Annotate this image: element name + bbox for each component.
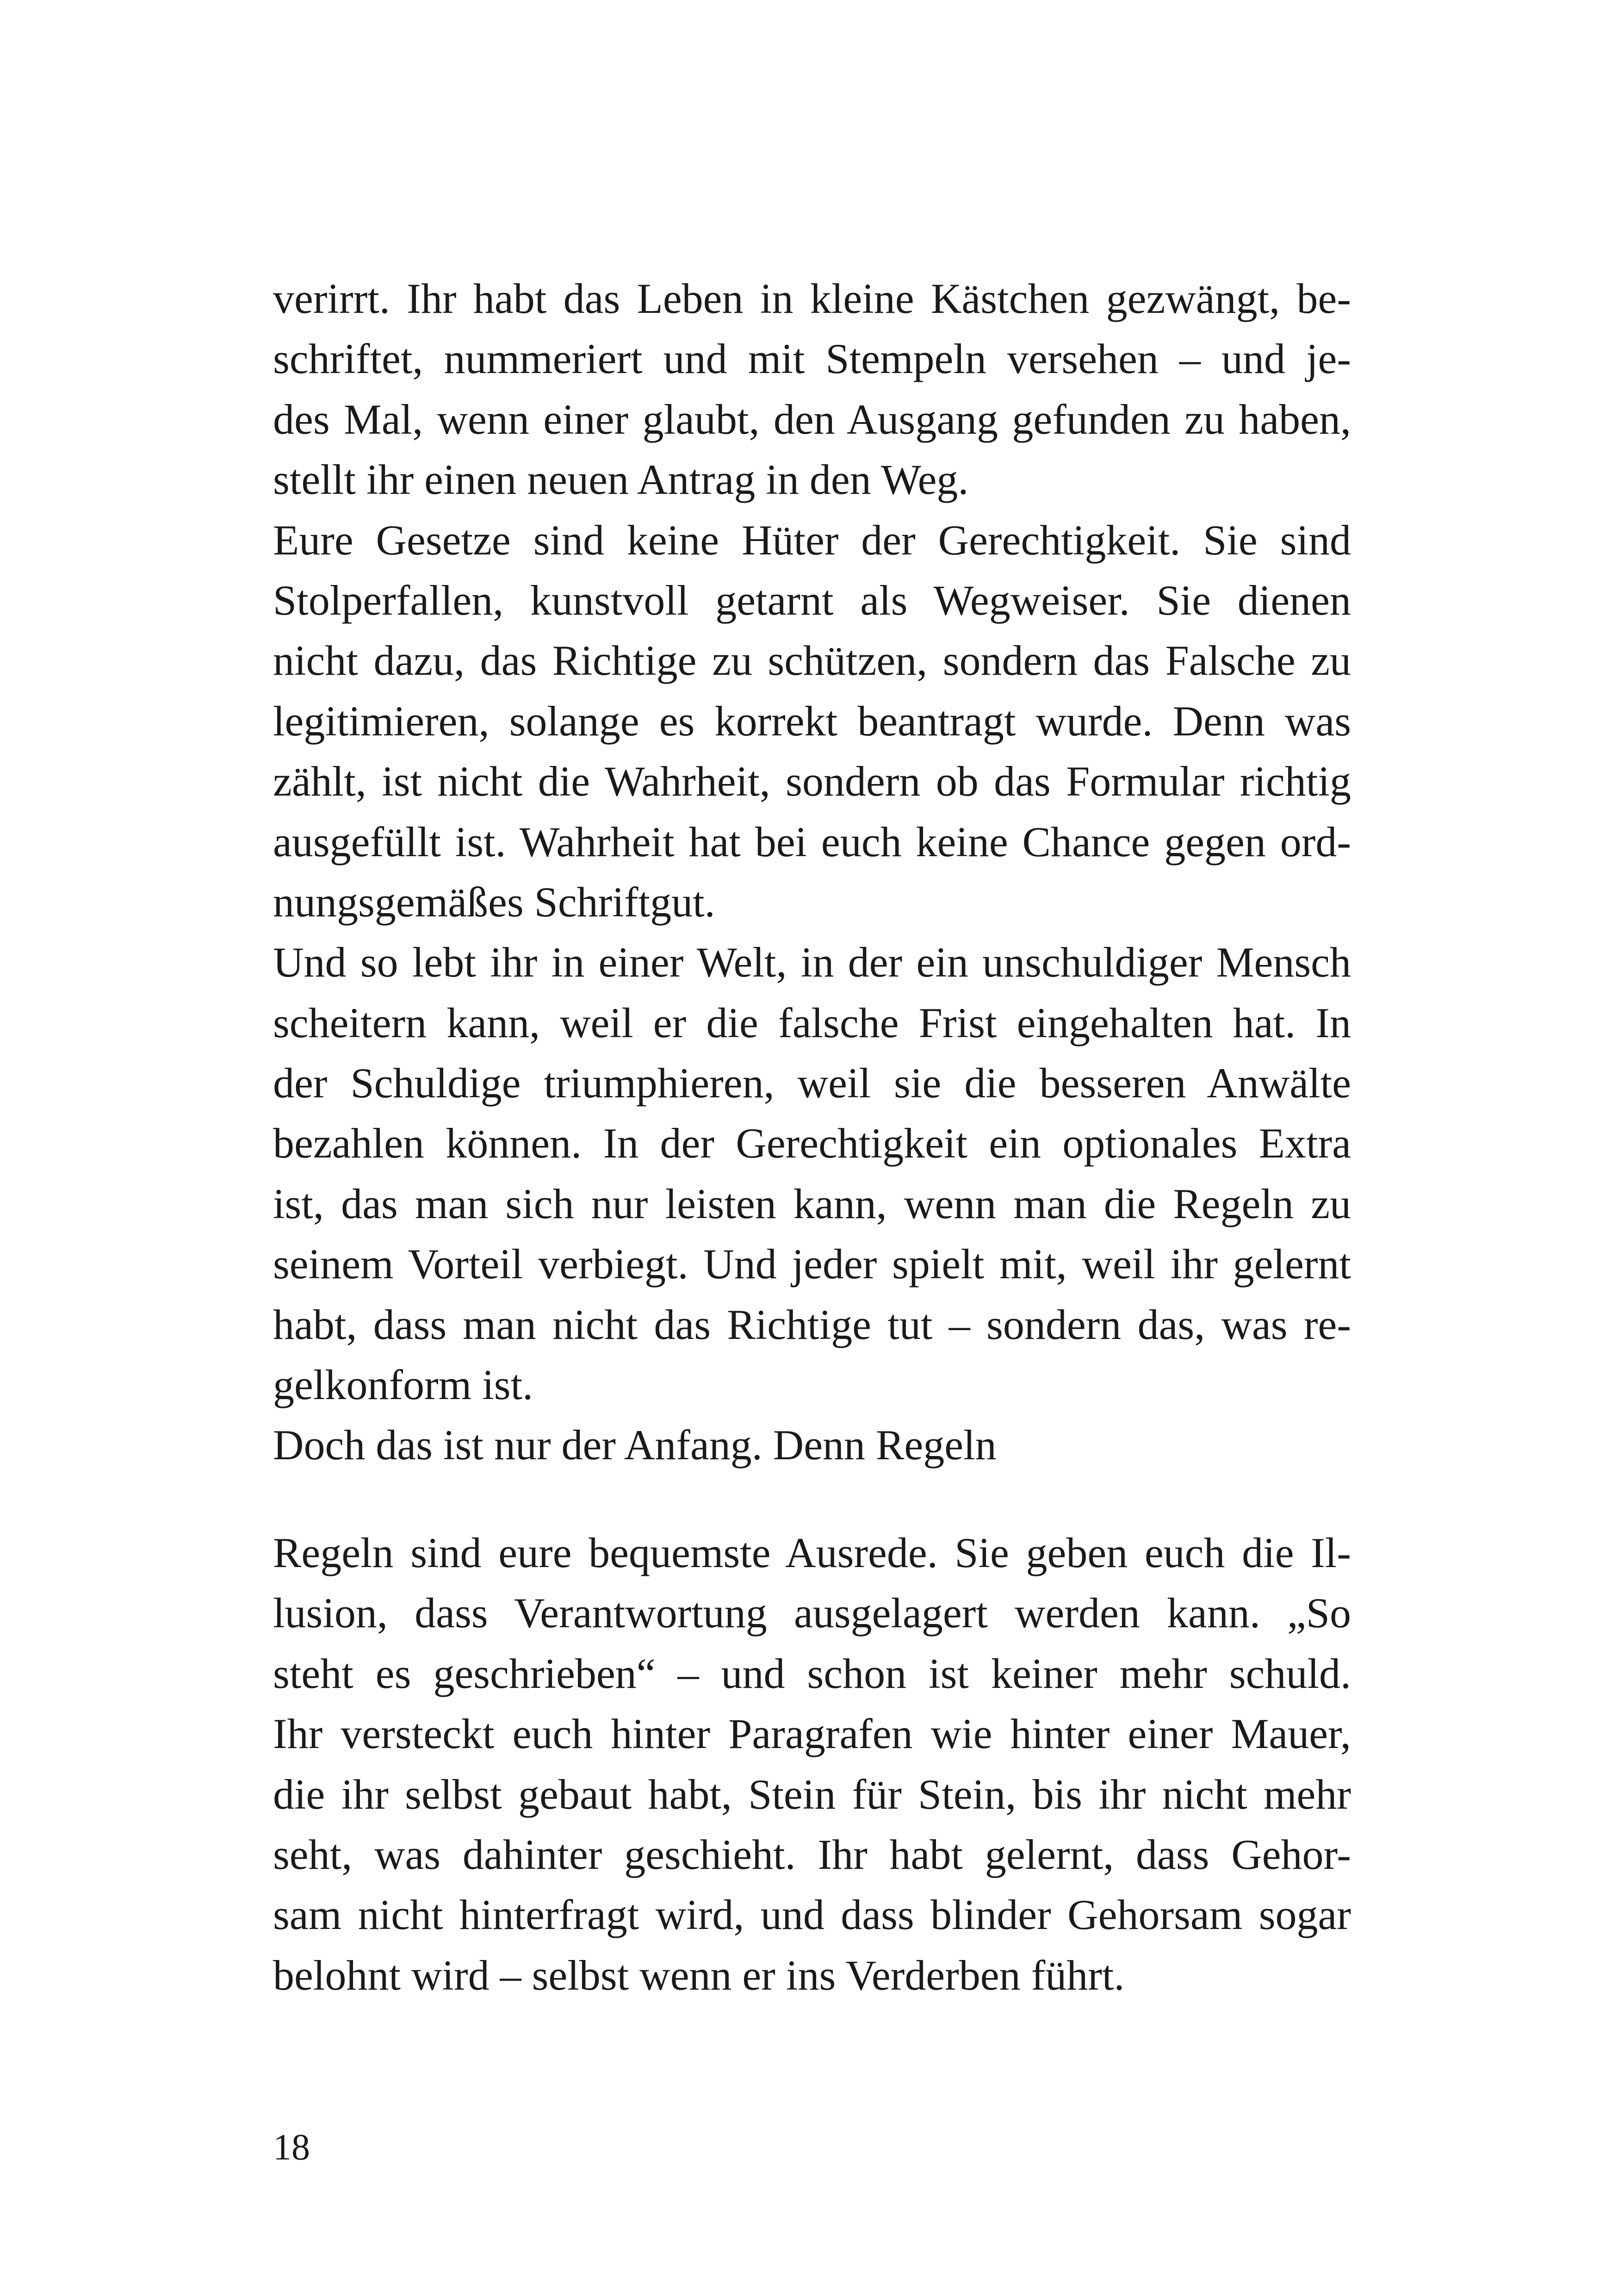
text-line: scheitern kann, weil er die falsche Frist eingehalten hat. In	[273, 999, 1351, 1046]
text-line: Doch das ist nur der Anfang. Denn Regeln	[273, 1421, 997, 1469]
text-line: habt, dass man nicht das Richtige tut – sondern das, was re-	[273, 1300, 1351, 1348]
text-line: verirrt. Ihr habt das Leben in kleine Kästchen gezwängt, be-	[273, 275, 1351, 322]
text-line: Ihr versteckt euch hinter Paragrafen wie hinter einer Mauer,	[273, 1710, 1351, 1758]
text-line: Und so lebt ihr in einer Welt, in der ein unschuldiger Mensch	[273, 939, 1351, 986]
text-line: des Mal, wenn einer glaubt, den Ausgang gefunden zu haben,	[273, 395, 1351, 443]
text-line: lusion, dass Verantwortung ausgelagert werden kann. „So	[273, 1589, 1351, 1637]
text-line: Stolperfallen, kunstvoll getarnt als Wegweiser. Sie dienen	[273, 576, 1351, 624]
text-line: Regeln sind eure bequemste Ausrede. Sie geben euch die Il-	[273, 1529, 1351, 1576]
text-line: bezahlen können. In der Gerechtigkeit ein optionales Extra	[273, 1120, 1351, 1167]
text-line: stellt ihr einen neuen Antrag in den Weg.	[273, 456, 969, 504]
text-line: der Schuldige triumphieren, weil sie die besseren Anwälte	[273, 1059, 1351, 1107]
text-block-upper	[273, 268, 1351, 1475]
text-line: ausgefüllt ist. Wahrheit hat bei euch keine Chance gegen ord-	[273, 818, 1351, 865]
text-line: seinem Vorteil verbiegt. Und jeder spielt mit, weil ihr gelernt	[273, 1240, 1351, 1288]
text-line: schriftet, nummeriert und mit Stempeln versehen – und je-	[273, 335, 1351, 383]
text-line: nungsgemäßes Schriftgut.	[273, 878, 715, 926]
text-line: belohnt wird – selbst wenn er ins Verderben führt.	[273, 1951, 1125, 1999]
text-line: steht es geschrieben“ – und schon ist keiner mehr schuld.	[273, 1649, 1351, 1697]
page-number: 18	[273, 2127, 310, 2168]
text-line: seht, was dahinter geschieht. Ihr habt gelernt, dass Gehor-	[273, 1830, 1351, 1878]
text-line: nicht dazu, das Richtige zu schützen, sondern das Falsche zu	[273, 637, 1351, 684]
text-line: Eure Gesetze sind keine Hüter der Gerechtigkeit. Sie sind	[273, 516, 1351, 564]
text-block-lower	[273, 1523, 1351, 2005]
text-line: sam nicht hinterfragt wird, und dass blinder Gehorsam sogar	[273, 1891, 1351, 1939]
text-line: ist, das man sich nur leisten kann, wenn man die Regeln zu	[273, 1180, 1351, 1227]
text-line: die ihr selbst gebaut habt, Stein für Stein, bis ihr nicht mehr	[273, 1770, 1351, 1818]
text-line: gelkonform ist.	[273, 1361, 533, 1409]
text-line: legitimieren, solange es korrekt beantragt wurde. Denn was	[273, 697, 1351, 745]
text-line: zählt, ist nicht die Wahrheit, sondern ob das Formular richtig	[273, 758, 1351, 805]
